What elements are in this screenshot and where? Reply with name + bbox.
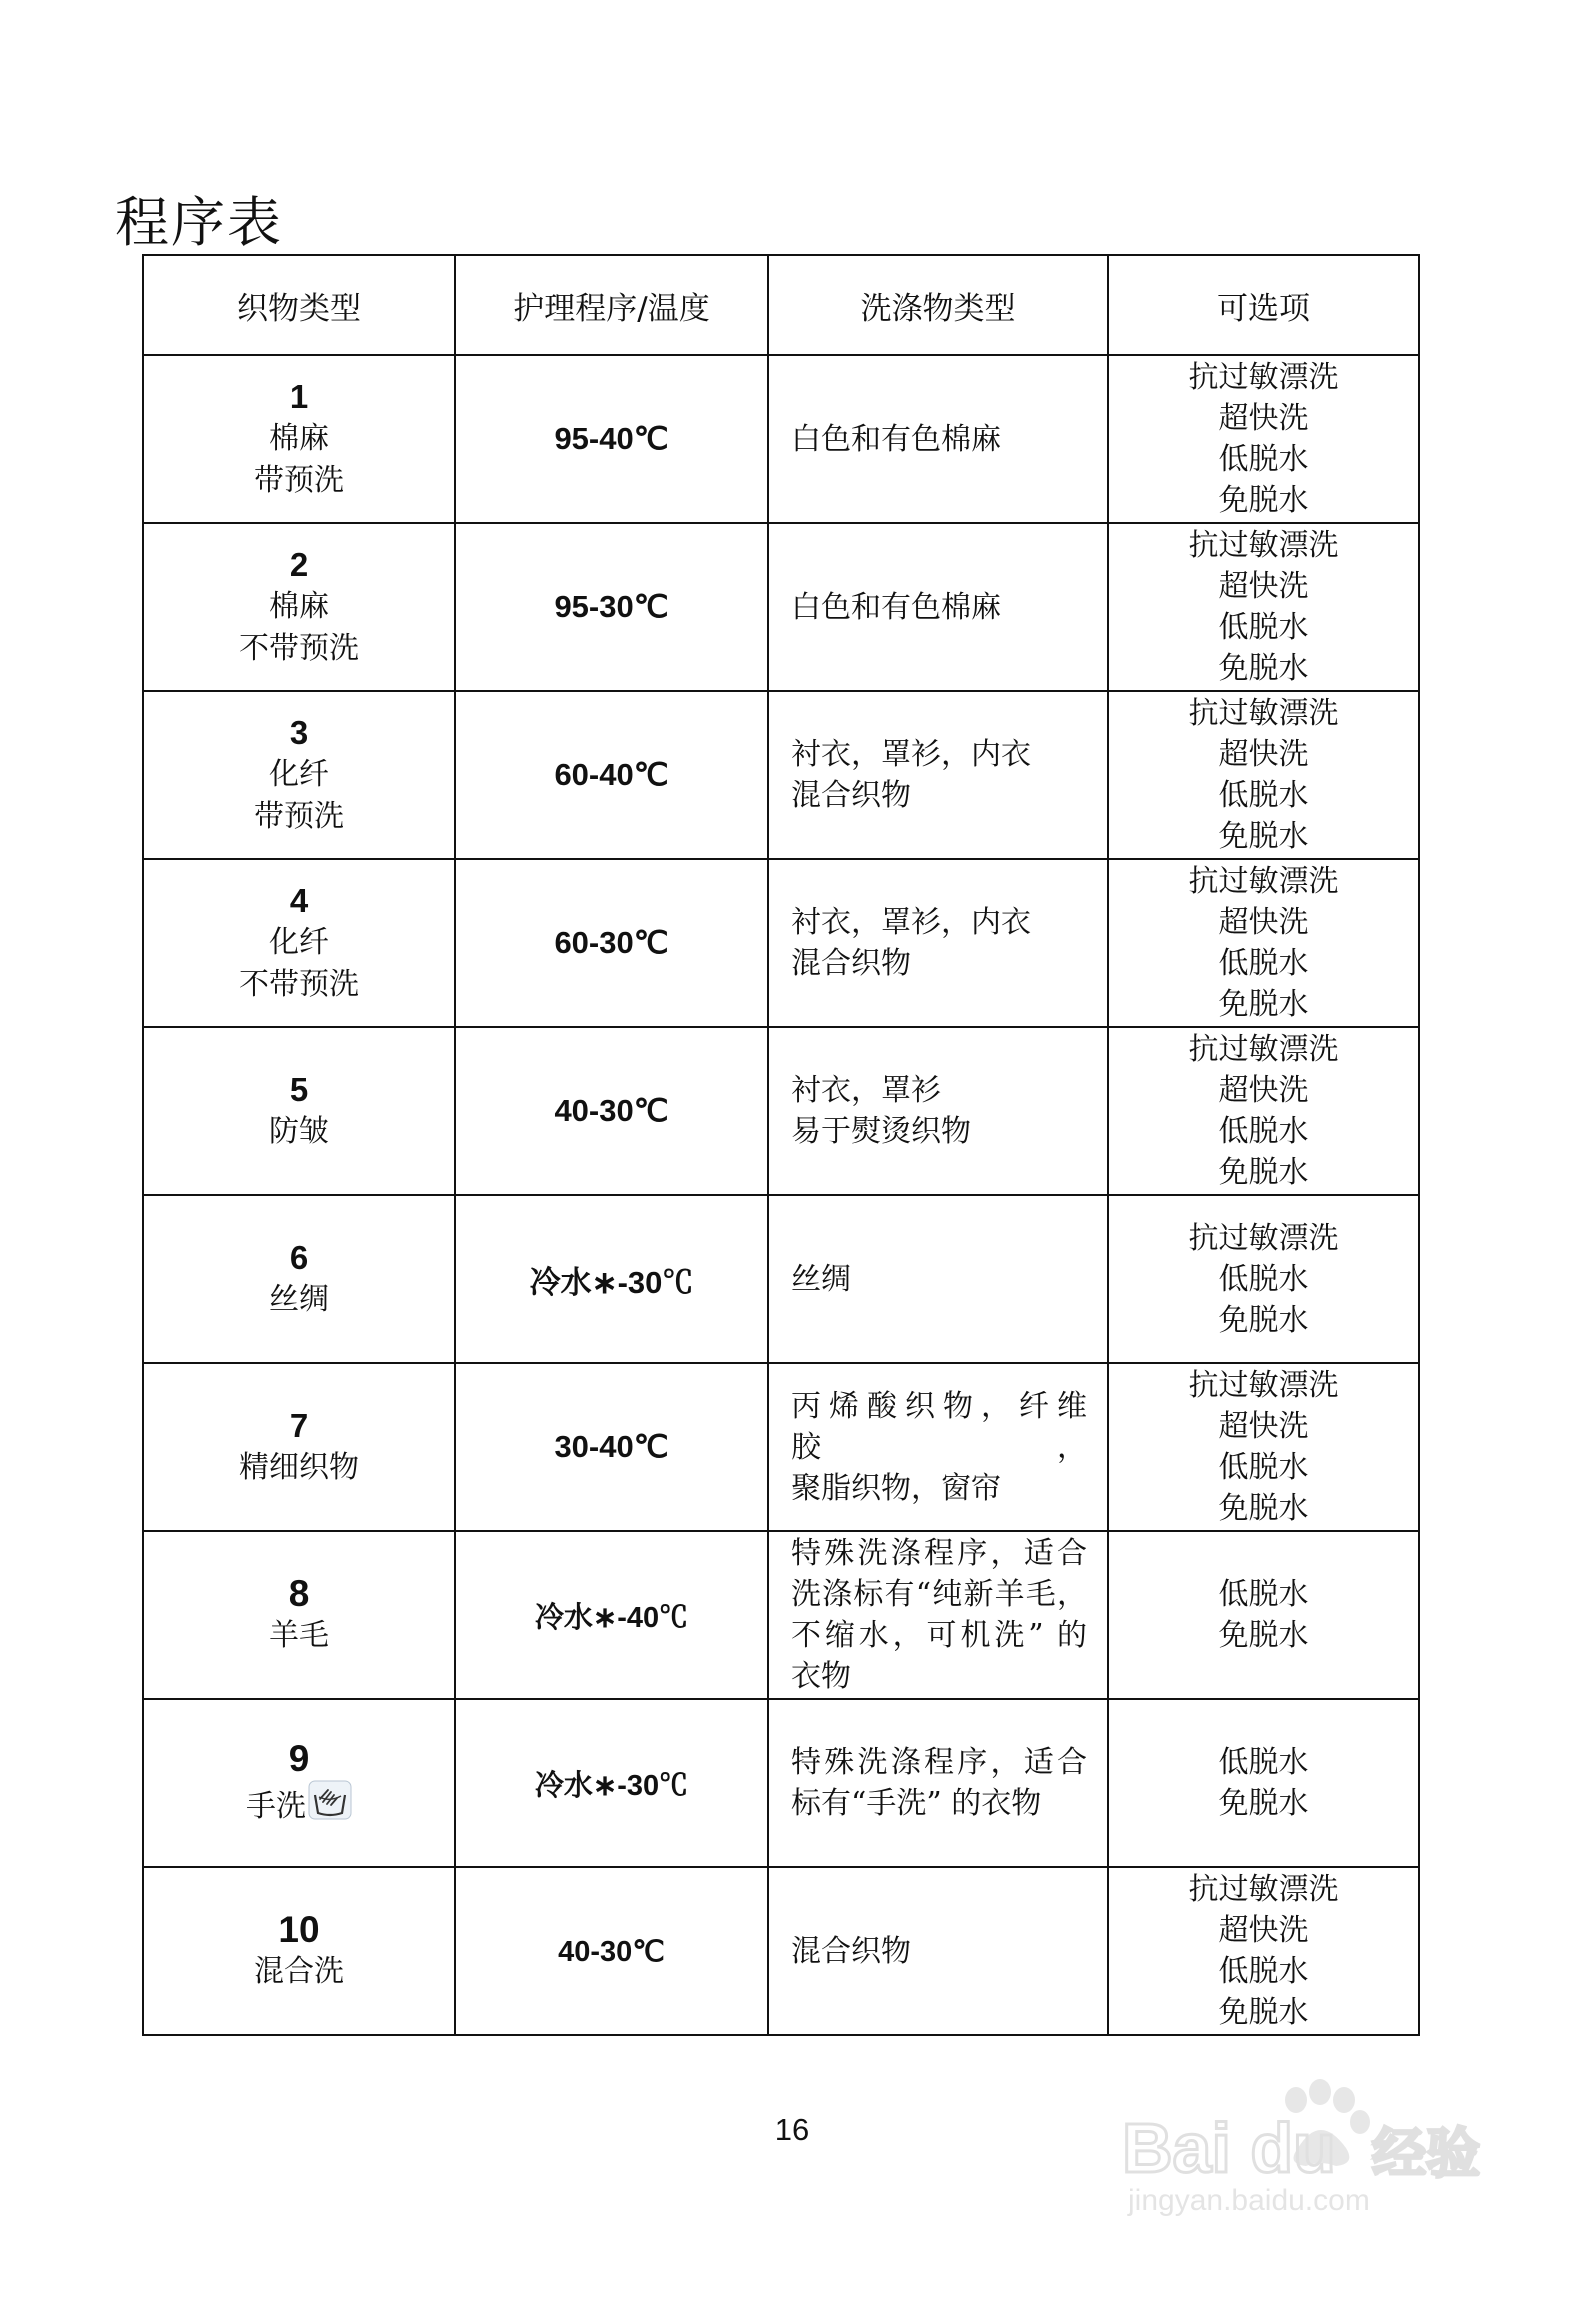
- option-item: 低脱水: [1218, 778, 1309, 813]
- laundry-line: 聚脂织物，窗帘: [791, 1470, 1001, 1506]
- handwash-basin-icon: [308, 1780, 352, 1820]
- temperature-cell: 40-30℃: [455, 1027, 768, 1195]
- laundry-line: 标有“手洗” 的衣物: [791, 1786, 1042, 1821]
- option-item: 免脱水: [1218, 1995, 1309, 2030]
- laundry-cell: [768, 1867, 1108, 2035]
- watermark-site-cn: 经验: [1372, 2124, 1480, 2184]
- options-cell: [1108, 1699, 1419, 1867]
- option-item: 超快洗: [1218, 737, 1309, 772]
- laundry-line: 特殊洗涤程序，适合: [791, 1745, 1087, 1780]
- laundry-line: 丙烯酸织物，纤维胶，: [791, 1388, 1087, 1465]
- fabric-line: 棉麻: [269, 589, 329, 624]
- program-number: 1: [289, 378, 309, 415]
- table-row: [143, 1867, 1419, 2035]
- laundry-line: 洗涤标有“纯新羊毛，: [791, 1577, 1087, 1612]
- option-item: 低脱水: [1218, 1577, 1309, 1612]
- temperature-cell: 95-30℃: [455, 523, 768, 691]
- fabric-line: 棉麻: [269, 421, 329, 456]
- option-item: 超快洗: [1218, 569, 1309, 604]
- laundry-cell: [768, 1531, 1108, 1699]
- program-number: 4: [289, 882, 309, 919]
- fabric-line: 化纤: [269, 925, 329, 960]
- fabric-line: 防皱: [269, 1114, 329, 1149]
- laundry-line: 混合织物: [791, 1933, 911, 1969]
- program-number: 5: [289, 1071, 309, 1108]
- temperature-cell: 冷水∗-30℃: [455, 1699, 768, 1867]
- option-item: 超快洗: [1218, 1913, 1309, 1948]
- watermark-url: jingyan.baidu.com: [1128, 2184, 1370, 2217]
- table-header-row: [143, 255, 1419, 355]
- option-item: 抗过敏漂洗: [1188, 1368, 1339, 1403]
- laundry-line: 衬衣，罩衫，内衣: [791, 737, 1031, 772]
- option-item: 免脱水: [1218, 987, 1309, 1022]
- fabric-line: 精细织物: [239, 1450, 359, 1485]
- header-program-temperature: 护理程序/温度: [455, 255, 768, 355]
- laundry-line: 混合织物: [791, 778, 911, 813]
- options-cell: [1108, 1027, 1419, 1195]
- fabric-line: 不带预洗: [239, 631, 359, 666]
- program-number: 2: [289, 546, 309, 583]
- option-item: 免脱水: [1218, 1491, 1309, 1526]
- option-item: 免脱水: [1218, 483, 1309, 518]
- table-row: [143, 859, 1419, 1027]
- options-cell: [1108, 355, 1419, 523]
- fabric-cell: [143, 523, 455, 691]
- option-item: 低脱水: [1218, 1954, 1309, 1989]
- option-item: 超快洗: [1218, 1409, 1309, 1444]
- laundry-line: 衬衣，罩衫: [791, 1073, 941, 1108]
- laundry-line: 不缩水，可机洗” 的: [791, 1618, 1087, 1653]
- laundry-cell: [768, 1027, 1108, 1195]
- temperature-cell: 60-30℃: [455, 859, 768, 1027]
- option-item: 抗过敏漂洗: [1188, 1872, 1339, 1907]
- options-cell: [1108, 859, 1419, 1027]
- temperature-cell: 40-30℃: [455, 1867, 768, 2035]
- option-item: 免脱水: [1218, 819, 1309, 854]
- program-number: 8: [288, 1573, 310, 1614]
- program-number: 7: [289, 1407, 309, 1444]
- fabric-cell: [143, 1867, 455, 2035]
- fabric-line: 羊毛: [269, 1618, 329, 1653]
- laundry-cell: [768, 523, 1108, 691]
- fabric-cell: [143, 691, 455, 859]
- options-cell: [1108, 1531, 1419, 1699]
- laundry-cell: [768, 355, 1108, 523]
- option-item: 低脱水: [1218, 610, 1309, 645]
- option-item: 免脱水: [1218, 651, 1309, 686]
- fabric-line: 混合洗: [254, 1954, 344, 1989]
- fabric-label: 手洗: [246, 1789, 306, 1824]
- table-row: [143, 1027, 1419, 1195]
- table-row: [143, 1363, 1419, 1531]
- program-table: [142, 254, 1420, 2036]
- option-item: 低脱水: [1218, 442, 1309, 477]
- fabric-cell: [143, 355, 455, 523]
- fabric-cell: [143, 1699, 455, 1867]
- option-item: 免脱水: [1218, 1786, 1309, 1821]
- fabric-line: 不带预洗: [239, 967, 359, 1002]
- table-row: [143, 523, 1419, 691]
- fabric-cell: [143, 1195, 455, 1363]
- laundry-line: 白色和有色棉麻: [791, 421, 1001, 457]
- temperature-cell: 冷水∗-40℃: [455, 1531, 768, 1699]
- option-item: 免脱水: [1218, 1618, 1309, 1653]
- program-number: 3: [289, 714, 309, 751]
- laundry-cell: [768, 1363, 1108, 1531]
- fabric-line: 丝绸: [269, 1282, 329, 1317]
- option-item: 低脱水: [1218, 1261, 1309, 1297]
- laundry-cell: [768, 859, 1108, 1027]
- options-cell: [1108, 1867, 1419, 2035]
- options-cell: [1108, 1363, 1419, 1531]
- fabric-line: [144, 1780, 454, 1828]
- laundry-line: 丝绸: [791, 1261, 851, 1297]
- fabric-line: 带预洗: [254, 799, 344, 834]
- table-row: [143, 1195, 1419, 1363]
- program-number: 6: [289, 1239, 309, 1276]
- watermark-brand: Bai du: [1122, 2109, 1336, 2187]
- option-item: 抗过敏漂洗: [1188, 1220, 1339, 1256]
- option-item: 超快洗: [1218, 1073, 1309, 1108]
- temperature-cell: 95-40℃: [455, 355, 768, 523]
- option-item: 免脱水: [1218, 1155, 1309, 1190]
- options-cell: [1108, 523, 1419, 691]
- option-item: 抗过敏漂洗: [1188, 528, 1339, 563]
- fabric-cell: [143, 1363, 455, 1531]
- option-item: 低脱水: [1218, 1114, 1309, 1149]
- option-item: 超快洗: [1218, 905, 1309, 940]
- page-title: 程序表: [115, 191, 283, 254]
- table-row: [143, 691, 1419, 859]
- header-laundry-type: 洗涤物类型: [768, 255, 1108, 355]
- option-item: 抗过敏漂洗: [1188, 360, 1339, 395]
- page-number: 16: [774, 2112, 810, 2147]
- baidu-jingyan-watermark: [1120, 2060, 1500, 2260]
- laundry-cell: [768, 1195, 1108, 1363]
- fabric-cell: [143, 1027, 455, 1195]
- fabric-line: 化纤: [269, 757, 329, 792]
- table-row: [143, 1699, 1419, 1867]
- option-item: 低脱水: [1218, 1745, 1309, 1780]
- laundry-line: 混合织物: [791, 946, 911, 981]
- options-cell: [1108, 1195, 1419, 1363]
- header-fabric-type: 织物类型: [143, 255, 455, 355]
- option-item: 抗过敏漂洗: [1188, 696, 1339, 731]
- fabric-line: 带预洗: [254, 463, 344, 498]
- fabric-cell: [143, 1531, 455, 1699]
- program-number: 9: [288, 1738, 310, 1779]
- laundry-line: 衣物: [791, 1659, 851, 1694]
- temperature-cell: 30-40℃: [455, 1363, 768, 1531]
- laundry-cell: [768, 691, 1108, 859]
- fabric-cell: [143, 859, 455, 1027]
- laundry-cell: [768, 1699, 1108, 1867]
- option-item: 低脱水: [1218, 1450, 1309, 1485]
- header-options: 可选项: [1108, 255, 1419, 355]
- table-row: [143, 355, 1419, 523]
- option-item: 抗过敏漂洗: [1188, 864, 1339, 899]
- option-item: 超快洗: [1218, 401, 1309, 436]
- laundry-line: 衬衣，罩衫，内衣: [791, 905, 1031, 940]
- laundry-line: 白色和有色棉麻: [791, 589, 1001, 625]
- option-item: 低脱水: [1218, 946, 1309, 981]
- table-row: [143, 1531, 1419, 1699]
- temperature-cell: 60-40℃: [455, 691, 768, 859]
- option-item: 免脱水: [1218, 1302, 1309, 1338]
- options-cell: [1108, 691, 1419, 859]
- option-item: 抗过敏漂洗: [1188, 1032, 1339, 1067]
- laundry-line: 特殊洗涤程序，适合: [791, 1536, 1087, 1571]
- program-number: 10: [278, 1909, 320, 1950]
- temperature-cell: 冷水∗-30℃: [455, 1195, 768, 1363]
- laundry-line: 易于熨烫织物: [791, 1114, 971, 1149]
